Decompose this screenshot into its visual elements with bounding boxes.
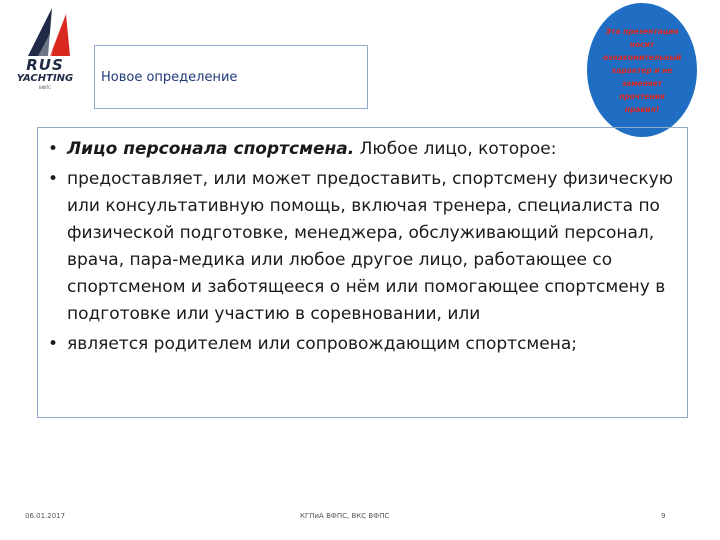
disclaimer-badge — [587, 3, 697, 137]
page-number: 9 — [661, 512, 666, 520]
bullet-assistance: • предоставляет, или может предоставить, спортсмену физическую или консультативную помощь, включая тренера, специалиста по физической подготовке, менеджера, обслуживающий персонал, врача, пара-медика или любое другое лицо, работающее со спортсменом и заботящееся о нём или помогающее спортсмену в подготовке или участию в соревновании, или — [46, 166, 677, 328]
definition-term: Лицо персонала спортсмена. — [67, 139, 355, 159]
logo-wordmark — [8, 58, 82, 90]
logo-rus: RUS — [26, 56, 64, 74]
footer-date: 06.01.2017 — [25, 512, 66, 520]
logo-subtitle: ВФПС — [39, 85, 51, 90]
content-box — [37, 127, 688, 418]
logo-yachting: YACHTING — [16, 73, 74, 84]
disclaimer-text: Эта презентация носит ознакомительный характер и не заменяет прочтения правил! — [603, 26, 682, 114]
definition-intro: Любое лицо, которое: — [354, 139, 557, 159]
title-box — [94, 45, 368, 109]
bullet-parent: • является родителем или сопровождающим спортсмена; — [46, 331, 677, 358]
footer-organization: КГПиА ВФПС, ВКС ВФПС — [300, 512, 390, 520]
sail-logo-icon — [8, 4, 82, 60]
page-title: Новое определение — [101, 70, 238, 85]
logo — [8, 4, 82, 94]
bullet-definition — [46, 136, 677, 163]
